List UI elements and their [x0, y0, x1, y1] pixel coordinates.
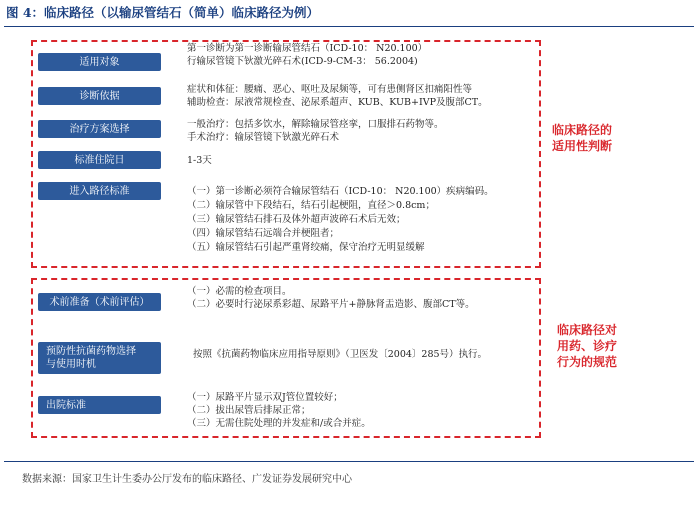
data-source: 数据来源：国家卫生计生委办公厅发布的临床路径、广发证券发展研究中心: [22, 474, 352, 485]
desc-discharge-criteria: （一）尿路平片显示双J管位置较好； （二）拔出尿管后排尿正常； （三）无需住院处理的并发症和/或合并症。: [187, 392, 371, 429]
figure-title: 图 4：临床路径（以输尿管结石（简单）临床路径为例）: [6, 5, 320, 20]
label-antibiotic-selection: 预防性抗菌药物选择 与使用时机: [38, 342, 161, 374]
desc-preoperative-prep: （一）必需的检查项目。 （二）必要时行泌尿系彩超、尿路平片+静脉肾盂造影、腹部CT等。: [187, 286, 475, 310]
desc-entry-criteria: （一）第一诊断必须符合输尿管结石（ICD-10： N20.100）疾病编码。 （二）输尿管中下段结石，结石引起梗阻，直径＞0.8cm； （三）输尿管结石排石及体外超声波碎石术后无效； （四）输尿管结石远端合并梗阻者； （五）输尿管结石引起严重肾绞痛，保守治疗无明显缓解: [187, 186, 494, 253]
label-preoperative-prep: 术前准备（术前评估）: [38, 293, 161, 311]
label-entry-criteria: 进入路径标准: [38, 182, 161, 200]
label-diagnostic-basis: 诊断依据: [38, 87, 161, 105]
label-standard-stay: 标准住院日: [38, 151, 161, 169]
desc-diagnostic-basis: 症状和体征：腰痛、恶心、呕吐及尿频等，可有患侧肾区扣痛阳性等 辅助检查：尿液常规检查、泌尿系超声、KUB、KUB+IVP及腹部CT。: [187, 84, 488, 108]
title-divider: [4, 26, 694, 27]
source-divider: [4, 461, 694, 462]
label-applicable-objects: 适用对象: [38, 53, 161, 71]
label-discharge-criteria: 出院标准: [38, 396, 161, 414]
label-treatment-plan: 治疗方案选择: [38, 120, 161, 138]
regulation-note: 临床路径对 用药、诊疗 行为的规范: [557, 323, 618, 369]
desc-antibiotic-selection: 按照《抗菌药物临床应用指导原则》（卫医发〔2004〕285号）执行。: [193, 349, 488, 360]
desc-applicable-objects: 第一诊断为第一诊断输尿管结石（ICD-10： N20.100） 行输尿管镜下钬激光碎石术(ICD-9-CM-3： 56.2004): [187, 43, 428, 67]
desc-standard-stay: 1-3天: [187, 155, 212, 166]
applicability-note: 临床路径的 适用性判断: [552, 123, 613, 153]
desc-treatment-plan: 一般治疗：包括多饮水，解除输尿管痉挛，口服排石药物等。 手术治疗：输尿管镜下钬激光碎石术: [187, 119, 444, 143]
